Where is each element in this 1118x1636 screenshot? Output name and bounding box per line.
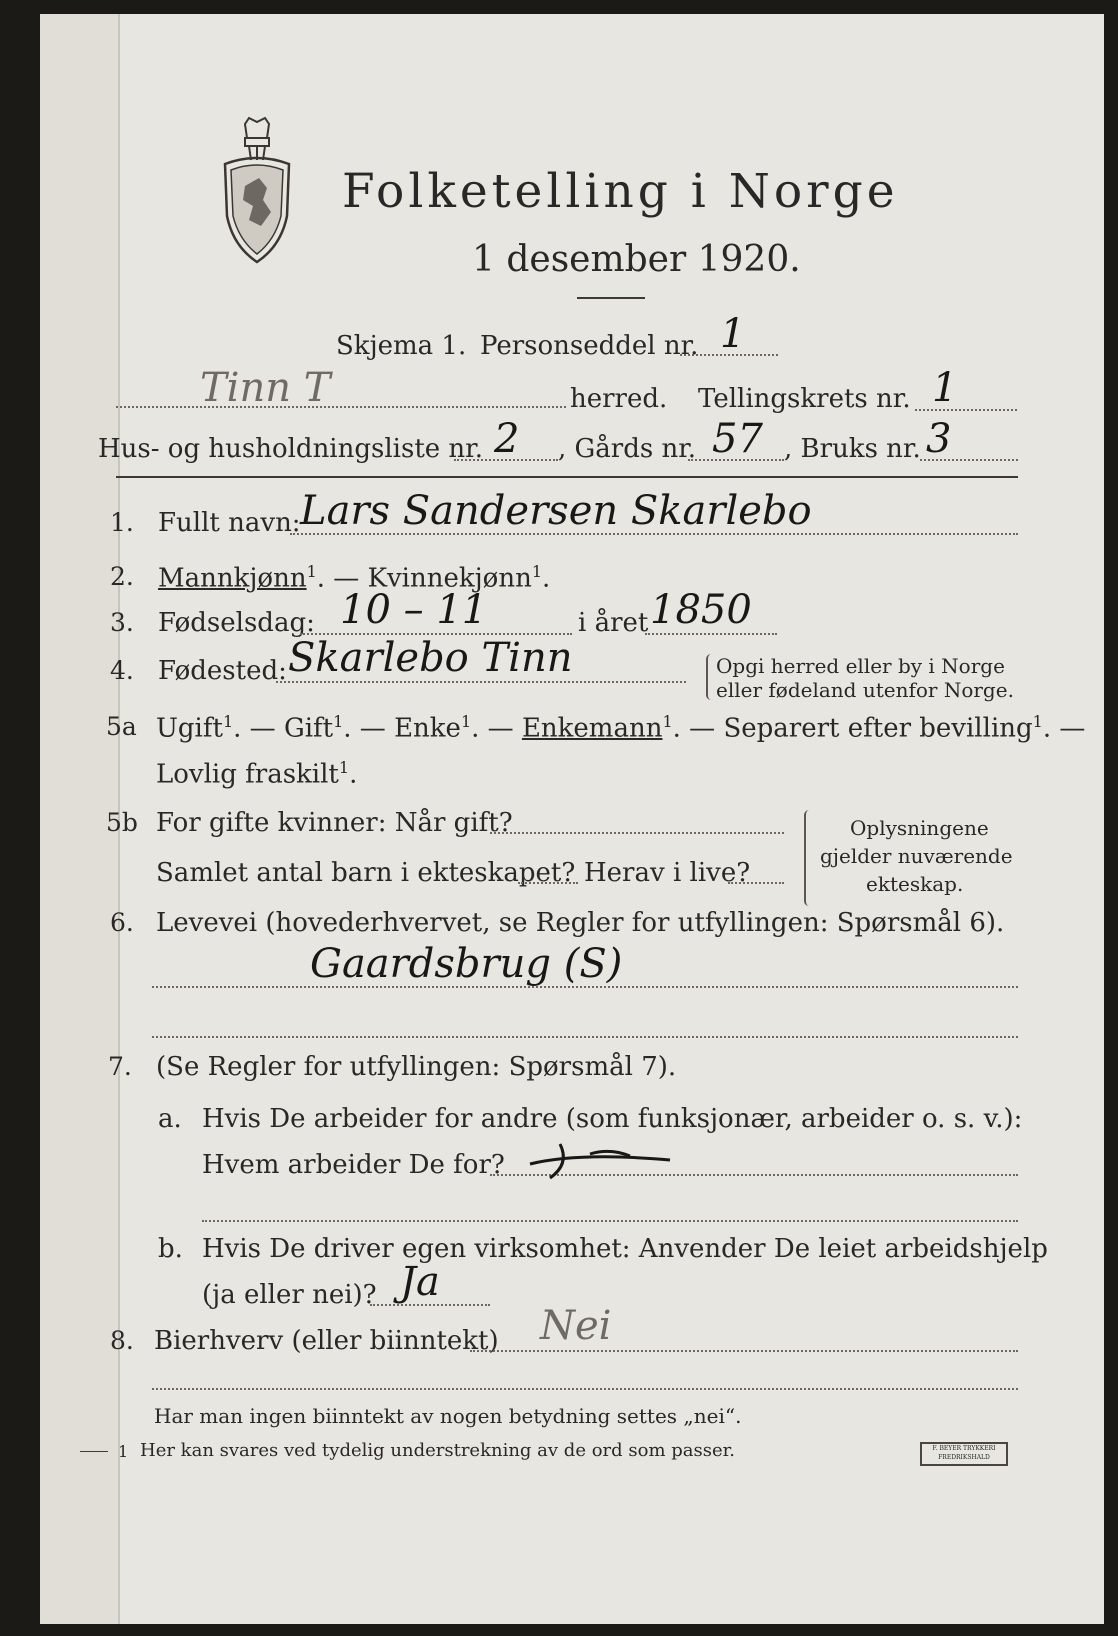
q8-line <box>470 1350 1018 1352</box>
q3-year-label: i året <box>578 608 649 638</box>
q2-options: Mannkjønn$^1$. — Kvinnekjønn$^1$. <box>158 562 551 594</box>
q5a-separert[interactable]: Separert efter bevilling <box>723 713 1033 744</box>
bruks-label: , Bruks nr. <box>784 434 921 464</box>
q5b-live-line <box>728 882 784 884</box>
q5b-barn-label: Samlet antal barn i ekteskapet? <box>156 858 576 888</box>
footnote-text: Her kan svares ved tydelig understrekning av de ord som passer. <box>140 1440 735 1461</box>
q2-male[interactable]: Mannkjønn <box>158 563 307 594</box>
q4-brace <box>706 654 716 700</box>
q6-label: Levevei (hovederhvervet, se Regler for utfyllingen: Spørsmål 6). <box>156 908 1005 938</box>
q5b-note-3: ekteskap. <box>866 872 964 896</box>
personseddel-label: Personseddel nr. <box>480 331 699 361</box>
q1-label: Fullt navn: <box>158 508 301 538</box>
q3-year-line <box>645 633 777 635</box>
q6-number: 6. <box>110 908 134 937</box>
hus-label: Hus- og husholdningsliste nr. <box>98 434 484 464</box>
q5b-barn-line <box>518 882 578 884</box>
personseddel-value[interactable]: 1 <box>720 311 746 357</box>
tellingskrets-value[interactable]: 1 <box>932 365 958 411</box>
q7a-letter: a. <box>158 1104 182 1134</box>
q4-label: Fødested: <box>158 656 287 686</box>
q8-label: Bierhverv (eller biinntekt) <box>154 1326 499 1356</box>
skjema-label: Skjema 1. <box>336 331 467 361</box>
q4-number: 4. <box>110 656 134 685</box>
footer-note: Har man ingen biinntekt av nogen betydning settes „nei“. <box>154 1404 742 1428</box>
q5b-brace <box>804 810 814 906</box>
q6-line-2 <box>152 1036 1018 1038</box>
q3-label: Fødselsdag: <box>158 608 315 638</box>
q5a-gift[interactable]: Gift <box>283 713 334 744</box>
bruks-value[interactable]: 3 <box>926 416 952 462</box>
q4-note-2: eller fødeland utenfor Norge. <box>716 678 1014 702</box>
herred-label: herred. <box>570 384 668 414</box>
q6-value[interactable]: Gaardsbrug (S) <box>310 941 623 987</box>
herred-value[interactable]: Tinn T <box>200 365 331 411</box>
q5b-number: 5b <box>106 808 138 837</box>
q5a-lovlig[interactable]: Lovlig fraskilt <box>156 759 339 790</box>
q7a-line-2 <box>202 1220 1018 1222</box>
q8-number: 8. <box>110 1326 134 1355</box>
q5a-options: Ugift$^1$. — Gift$^1$. — Enke$^1$. — Enkemann$^1$. — Separert efter bevilling$^1$. — <box>156 712 1086 744</box>
herred-line <box>116 406 566 408</box>
q5a-lovlig-row: Lovlig fraskilt$^1$. <box>156 758 358 790</box>
coat-of-arms-icon <box>215 116 299 266</box>
q1-number: 1. <box>110 508 134 537</box>
census-date: 1 desember 1920. <box>472 239 801 280</box>
q2-female[interactable]: Kvinnekjønn <box>367 563 532 594</box>
q8-value[interactable]: Nei <box>540 1303 612 1349</box>
q8-line-2 <box>152 1388 1018 1390</box>
q2-number: 2. <box>110 562 134 591</box>
title-divider <box>577 297 645 299</box>
tellingskrets-label: Tellingskrets nr. <box>698 384 911 414</box>
q5b-note-1: Oplysningene <box>850 816 989 840</box>
q7-number: 7. <box>108 1052 132 1081</box>
gards-value[interactable]: 57 <box>712 416 763 462</box>
q4-note-1: Opgi herred eller by i Norge <box>716 654 1005 678</box>
hus-value[interactable]: 2 <box>494 416 520 462</box>
q5a-ugift[interactable]: Ugift <box>156 713 223 744</box>
q7-label: (Se Regler for utfyllingen: Spørsmål 7). <box>156 1052 677 1082</box>
gards-label: , Gårds nr. <box>558 434 697 464</box>
q5a-number: 5a <box>106 712 137 741</box>
q5a-enke[interactable]: Enke <box>394 713 461 744</box>
q3-number: 3. <box>110 608 134 637</box>
q7b-letter: b. <box>158 1234 183 1264</box>
q3-year-value[interactable]: 1850 <box>650 587 752 633</box>
q7a-label: Hvis De arbeider for andre (som funksjonær, arbeider o. s. v.): <box>202 1104 1023 1134</box>
q4-line <box>276 681 686 683</box>
census-form-page <box>40 14 1104 1624</box>
q4-value[interactable]: Skarlebo Tinn <box>288 635 573 681</box>
q5b-note-2: gjelder nuværende <box>820 844 1013 868</box>
strike-through-mark <box>520 1134 680 1184</box>
q7b-value[interactable]: Ja <box>400 1259 440 1305</box>
q7b-label: Hvis De driver egen virksomhet: Anvender De leiet arbeidshjelp <box>202 1234 1048 1264</box>
q3-value[interactable]: 10 – 11 <box>340 587 488 633</box>
printer-stamp: F. BEYER TRYKKERI FREDRIKSHALD <box>920 1442 1008 1466</box>
footnote-rule <box>80 1451 108 1452</box>
q7b-ja-nei-label: (ja eller nei)? <box>202 1280 377 1310</box>
q5b-label: For gifte kvinner: Når gift? <box>156 808 513 838</box>
page-title: Folketelling i Norge <box>342 164 899 219</box>
tellingskrets-line <box>915 409 1017 411</box>
q5b-married-line <box>490 832 784 834</box>
q1-value[interactable]: Lars Sandersen Skarlebo <box>300 488 812 534</box>
q7a-hvem-label: Hvem arbeider De for? <box>202 1150 505 1180</box>
q5a-enkemann[interactable]: Enkemann <box>521 713 663 744</box>
header-rule <box>116 476 1018 478</box>
q5b-live-label: Herav i live? <box>584 858 751 888</box>
footnote-mark: 1 <box>118 1442 129 1461</box>
